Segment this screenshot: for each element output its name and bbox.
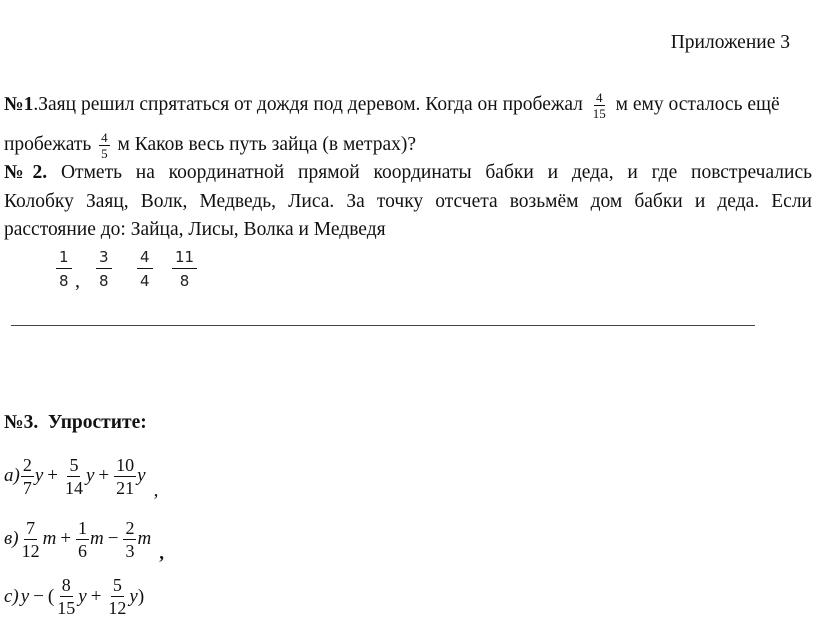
task2-line1	[4, 163, 812, 183]
expression-b-fraction-3	[123, 519, 136, 560]
variable: y	[85, 465, 95, 486]
variable: y	[129, 585, 138, 607]
fraction-denominator: 5	[101, 146, 108, 161]
task2-comma: ,	[75, 270, 80, 292]
operator: −	[33, 585, 44, 607]
fraction-numerator: 5	[69, 454, 79, 475]
fraction-numerator: 3	[96, 248, 112, 269]
fraction-denominator: 7	[22, 477, 32, 498]
operator: −	[107, 528, 119, 549]
variable: y	[20, 585, 30, 607]
operator: +	[98, 465, 110, 486]
task1-text-c: пробежать	[4, 133, 92, 155]
task2-fraction-1	[56, 248, 72, 290]
variable: y	[78, 585, 87, 607]
number-line	[11, 325, 755, 326]
operator: +	[60, 528, 72, 549]
task2-line2: Колобку Заяц, Волк, Медведь, Лиса. За точку отсчета возьмём дом бабки и деда. Если	[4, 191, 812, 212]
expression-c	[4, 576, 144, 617]
fraction-denominator: 6	[78, 540, 88, 561]
task1-fraction-1	[591, 91, 608, 120]
fraction-denominator: 4	[140, 272, 150, 290]
task1-text-b: м ему осталось ещё	[615, 93, 780, 115]
expression-b	[4, 514, 164, 564]
variable: m	[42, 528, 57, 549]
task1-text-a: .Заяц решил спрятаться от дождя под деревом. Когда он пробежал	[33, 93, 583, 115]
variable: y	[34, 465, 44, 486]
expression-a	[4, 451, 158, 501]
expression-c-fraction-1	[55, 576, 77, 617]
expression-b-label: в)	[4, 528, 19, 549]
fraction-denominator: 3	[125, 540, 135, 561]
fraction-denominator: 12	[108, 598, 127, 618]
variable: y	[137, 465, 146, 486]
fraction-denominator: 8	[179, 272, 190, 290]
fraction-denominator: 15	[57, 598, 76, 618]
fraction-denominator: 14	[64, 477, 83, 498]
fraction-denominator: 21	[116, 477, 135, 498]
fraction-numerator: 5	[112, 575, 122, 595]
fraction-numerator: 4	[101, 130, 108, 145]
fraction-denominator: 15	[592, 106, 606, 121]
task2-fraction-4	[172, 248, 197, 290]
expression-a-label: a)	[4, 465, 20, 486]
fraction-denominator: 12	[21, 540, 40, 561]
fraction-numerator: 1	[56, 248, 72, 269]
task2-number: №2.	[4, 162, 48, 183]
appendix-label: Приложение 3	[670, 32, 790, 53]
task2-line3: расстояние до: Зайца, Лисы, Волка и Медведя	[4, 219, 386, 240]
fraction-numerator: 11	[172, 248, 197, 269]
operator: +	[47, 465, 58, 486]
fraction-numerator: 4	[137, 248, 153, 269]
variable: m	[90, 528, 104, 549]
task3-title: Упростите:	[47, 412, 147, 433]
expression-a-fraction-1	[21, 456, 34, 497]
operator: +	[90, 585, 102, 607]
fraction-numerator: 1	[78, 517, 88, 538]
task2-fraction-2	[96, 248, 112, 290]
task1-number: №1	[4, 93, 34, 115]
close-paren: )	[137, 585, 145, 607]
fraction-numerator: 2	[22, 454, 32, 475]
fraction-numerator: 7	[26, 517, 36, 538]
trailing-comma: ,	[153, 480, 159, 501]
task1-line1	[4, 91, 780, 120]
fraction-denominator: 8	[59, 272, 69, 290]
task2-text-1: Отметь на координатной прямой координаты бабки и деда, и где повстречались	[60, 162, 812, 183]
expression-a-fraction-3	[114, 456, 136, 497]
expression-b-fraction-2	[76, 519, 89, 560]
fraction-numerator: 2	[125, 517, 135, 538]
expression-b-fraction-1	[20, 519, 42, 560]
trailing-comma: ,	[159, 543, 164, 564]
fraction-numerator: 10	[116, 454, 135, 475]
task1-fraction-2	[99, 131, 110, 160]
task1-text-d: м Каков весь путь зайца (в метрах)?	[117, 133, 417, 155]
expression-a-fraction-2	[63, 456, 85, 497]
fraction-numerator: 8	[61, 575, 71, 595]
variable: m	[137, 528, 152, 549]
task3-number: №3.	[4, 412, 39, 433]
task2-fraction-3	[137, 248, 153, 290]
open-paren: (	[47, 585, 55, 607]
fraction-denominator: 8	[99, 272, 109, 290]
expression-c-label: c)	[4, 585, 19, 607]
fraction-numerator: 4	[596, 90, 603, 105]
task1-line2	[4, 131, 416, 160]
expression-c-fraction-2	[106, 576, 128, 617]
task3-heading	[4, 413, 147, 433]
